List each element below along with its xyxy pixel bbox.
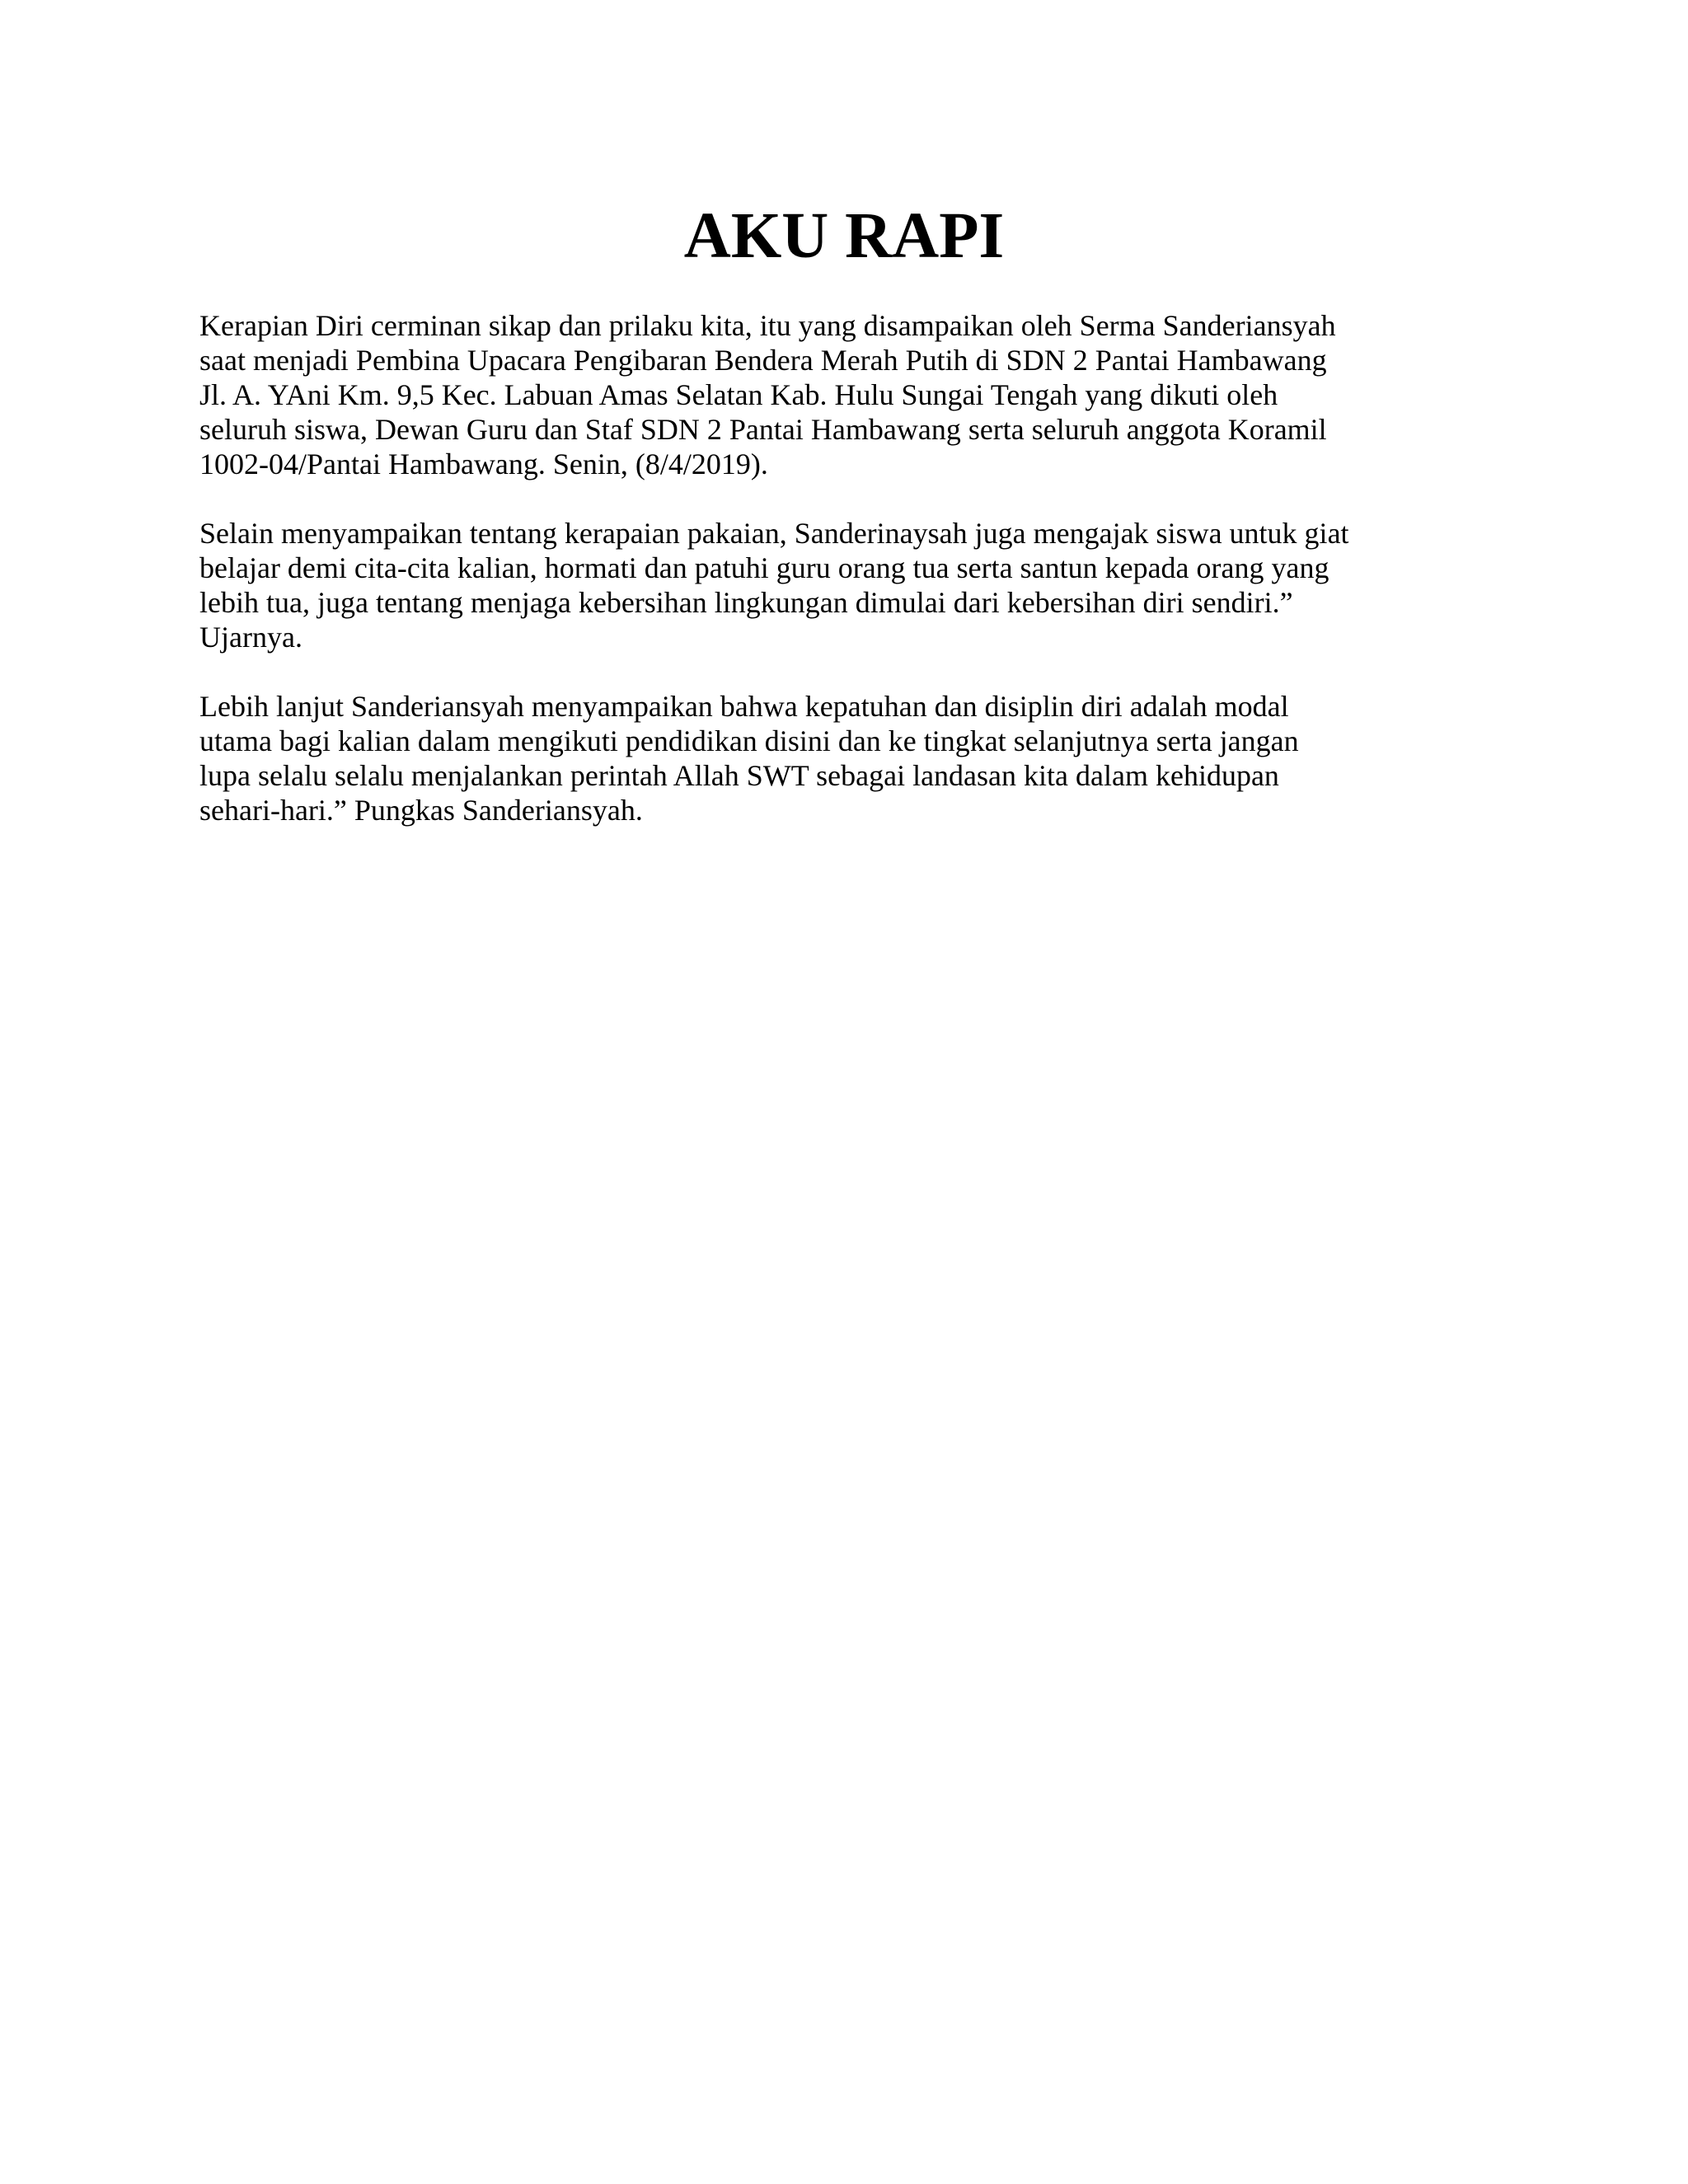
paragraph-line: sehari-hari.” Pungkas Sanderiansyah.	[199, 794, 643, 827]
document-body	[199, 308, 1551, 862]
paragraph-line: Jl. A. YAni Km. 9,5 Kec. Labuan Amas Selatan Kab. Hulu Sungai Tengah yang dikuti oleh	[199, 378, 1278, 411]
paragraph-line: Ujarnya.	[199, 621, 302, 654]
paragraph-1	[199, 308, 1551, 481]
paragraph-line: Lebih lanjut Sanderiansyah menyampaikan bahwa kepatuhan dan disiplin diri adalah modal	[199, 690, 1289, 723]
paragraph-line: saat menjadi Pembina Upacara Pengibaran Bendera Merah Putih di SDN 2 Pantai Hambawang	[199, 344, 1327, 377]
paragraph-3	[199, 689, 1551, 827]
paragraph-line: utama bagi kalian dalam mengikuti pendidikan disini dan ke tingkat selanjutnya serta jangan	[199, 724, 1299, 757]
paragraph-line: Kerapian Diri cerminan sikap dan prilaku kita, itu yang disampaikan oleh Serma Sanderiansyah	[199, 309, 1336, 342]
paragraph-line: lebih tua, juga tentang menjaga kebersihan lingkungan dimulai dari kebersihan diri sendiri.”	[199, 586, 1293, 619]
paragraph-line: Selain menyampaikan tentang kerapaian pakaian, Sanderinaysah juga mengajak siswa untuk giat	[199, 517, 1349, 550]
paragraph-2	[199, 516, 1551, 654]
paragraph-line: belajar demi cita-cita kalian, hormati dan patuhi guru orang tua serta santun kepada orang yang	[199, 551, 1329, 584]
paragraph-line: lupa selalu selalu menjalankan perintah Allah SWT sebagai landasan kita dalam kehidupan	[199, 759, 1279, 792]
document-title: AKU RAPI	[683, 200, 1005, 272]
paragraph-line: seluruh siswa, Dewan Guru dan Staf SDN 2 Pantai Hambawang serta seluruh anggota Koramil	[199, 413, 1327, 446]
paragraph-line: 1002-04/Pantai Hambawang. Senin, (8/4/2019).	[199, 448, 768, 480]
